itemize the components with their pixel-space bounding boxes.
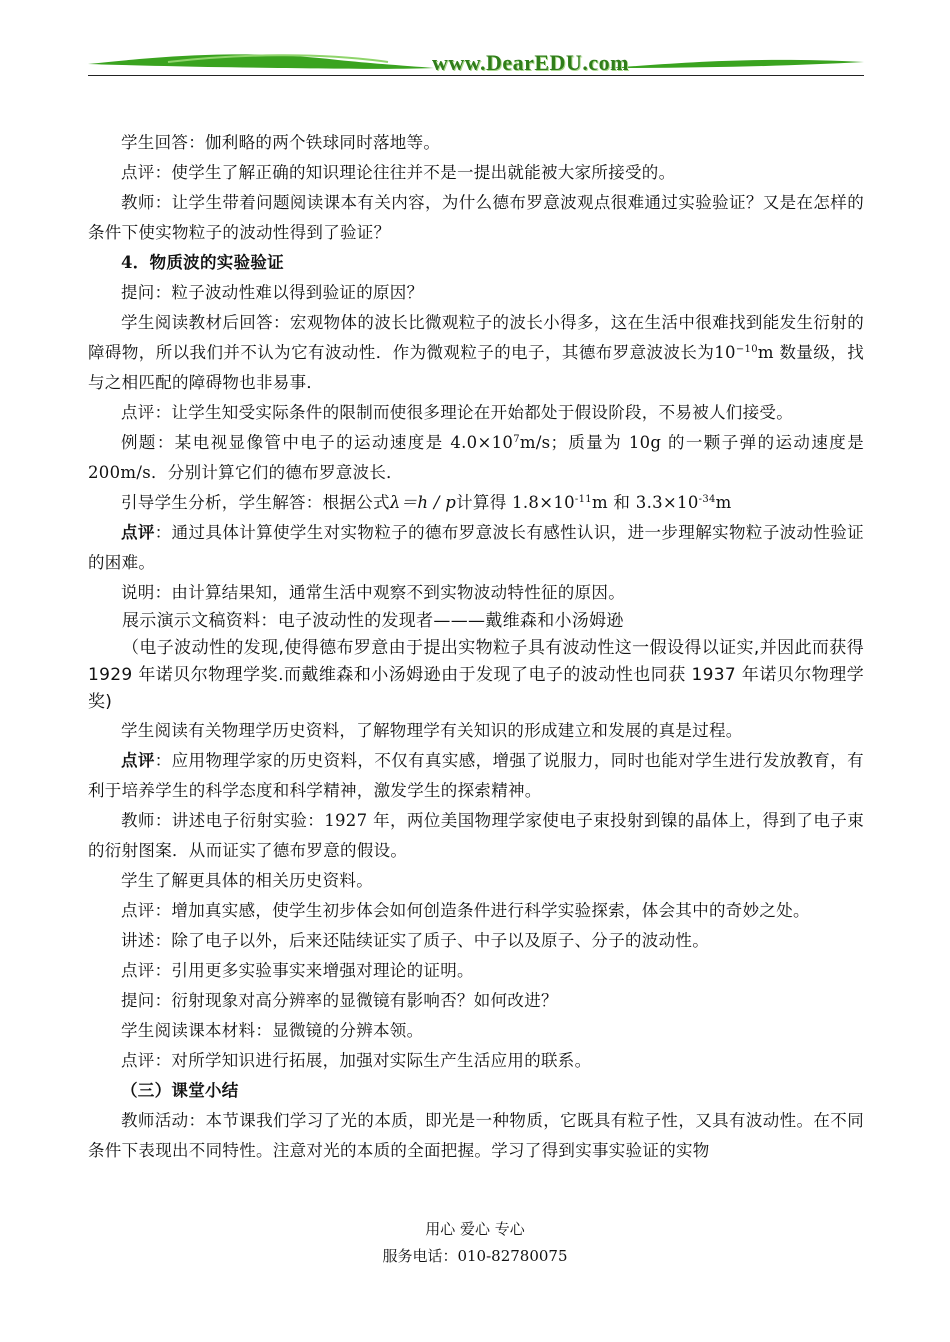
paragraph bbox=[88, 308, 864, 398]
paragraph: 教师活动：本节课我们学习了光的本质，即光是一种物质，它既具有粒子性，又具有波动性。在不同条件下表现出不同特性。注意对光的本质的全面把握。学习了得到实事实验证的实物 bbox=[88, 1111, 864, 1160]
paragraph: 学生了解更具体的相关历史资料。 bbox=[121, 871, 373, 890]
text-span: ：通过具体计算使学生对实物粒子的德布罗意波长有感性认识，进一步理解实物粒子波动性验证的困难。 bbox=[88, 523, 864, 572]
text-span: ：应用物理学家的历史资料，不仅有真实感，增强了说服力，同时也能对学生进行发放教育，有利于培养学生的科学态度和科学精神，激发学生的探索精神。 bbox=[88, 751, 864, 800]
paragraph: 说明：由计算结果知，通常生活中观察不到实物波动特性征的原因。 bbox=[121, 583, 625, 602]
section-heading: 4．物质波的实验验证 bbox=[121, 253, 284, 272]
paragraph bbox=[88, 428, 864, 488]
text-span: m/s；质量为 10g 的一颗子弹的运动速度是 200m/s．分别计算它们的德布罗意波长． bbox=[88, 433, 865, 482]
superscript: 7 bbox=[513, 434, 520, 445]
label-bold: 点评 bbox=[121, 751, 155, 770]
text-span: 10 bbox=[714, 343, 736, 362]
site-logo-text: www.DearEDU.com bbox=[432, 50, 629, 75]
paragraph: 展示演示文稿资料：电子波动性的发现者———戴维森和小汤姆逊 bbox=[122, 611, 624, 631]
paragraph: 提问：衍射现象对高分辨率的显微镜有影响否？如何改进？ bbox=[121, 991, 558, 1010]
footer-phone: 服务电话：010-82780075 bbox=[382, 1247, 568, 1265]
paragraph: 点评：使学生了解正确的知识理论往往并不是一提出就能被大家所接受的。 bbox=[121, 163, 676, 182]
paragraph: 教师：讲述电子衍射实验：1927 年，两位美国物理学家使电子束投射到镍的晶体上，得到了电子束的衍射图案．从而证实了德布罗意的假设。 bbox=[88, 811, 864, 860]
paragraph: 点评：引用更多实验事实来增强对理论的证明。 bbox=[121, 961, 474, 980]
paragraph bbox=[88, 488, 864, 518]
page-header bbox=[88, 38, 864, 78]
formula: λ＝h / p bbox=[389, 493, 457, 512]
paragraph: 提问：粒子波动性难以得到验证的原因？ bbox=[121, 283, 424, 302]
section-heading: （三）课堂小结 bbox=[121, 1081, 239, 1100]
paragraph: 学生阅读课本材料：显微镜的分辨本领。 bbox=[121, 1021, 424, 1040]
paragraph: 学生回答：伽利略的两个铁球同时落地等。 bbox=[121, 133, 441, 152]
document-body bbox=[88, 128, 864, 1166]
text-span: 学生阅读教材后回答：宏观物体的波长比微观粒子的波长小得多，这在生活中很难找到能发生衍射的障碍物，所以我们并不认为它有波动性．作为微观粒子的电子，其德布罗意波波长为 bbox=[88, 313, 864, 362]
text-span: m 数量级，找与之相匹配的障碍物也非易事． bbox=[88, 343, 864, 392]
superscript: -11 bbox=[574, 494, 592, 505]
paragraph: 点评：对所学知识进行拓展，加强对实际生产生活应用的联系。 bbox=[121, 1051, 592, 1070]
paragraph: 教师：让学生带着问题阅读课本有关内容，为什么德布罗意波观点很难通过实验验证？又是在怎样的条件下使实物粒子的波动性得到了验证？ bbox=[88, 193, 864, 242]
paragraph: （电子波动性的发现,使得德布罗意由于提出实物粒子具有波动性这一假设得以证实,并因此而获得 1929 年诺贝尔物理学奖.而戴维森和小汤姆逊由于发现了电子的波动性也同获 1937 年诺贝尔物理学奖) bbox=[88, 638, 864, 712]
paragraph: 讲述：除了电子以外，后来还陆续证实了质子、中子以及原子、分子的波动性。 bbox=[121, 931, 709, 950]
text-span: 例题：某电视显像管中电子的运动速度是 4.0×10 bbox=[121, 433, 514, 452]
footer-slogan: 用心 爱心 专心 bbox=[425, 1220, 525, 1238]
text-span: 引导学生分析，学生解答：根据公式 bbox=[121, 493, 390, 512]
text-span: m 和 3.3×10 bbox=[591, 493, 699, 512]
paragraph bbox=[88, 746, 864, 806]
header-divider bbox=[88, 75, 864, 76]
label-bold: 点评 bbox=[121, 523, 155, 542]
paragraph: 点评：增加真实感，使学生初步体会如何创造条件进行科学实验探索，体会其中的奇妙之处。 bbox=[121, 901, 810, 920]
paragraph bbox=[88, 518, 864, 578]
paragraph: 学生阅读有关物理学历史资料，了解物理学有关知识的形成建立和发展的真是过程。 bbox=[121, 721, 743, 740]
superscript: −10 bbox=[735, 344, 758, 355]
superscript: -34 bbox=[698, 494, 716, 505]
paragraph: 点评：让学生知受实际条件的限制而使很多理论在开始都处于假设阶段，不易被人们接受。 bbox=[121, 403, 793, 422]
text-span: 计算得 1.8×10 bbox=[456, 493, 575, 512]
text-span: m bbox=[715, 493, 732, 512]
